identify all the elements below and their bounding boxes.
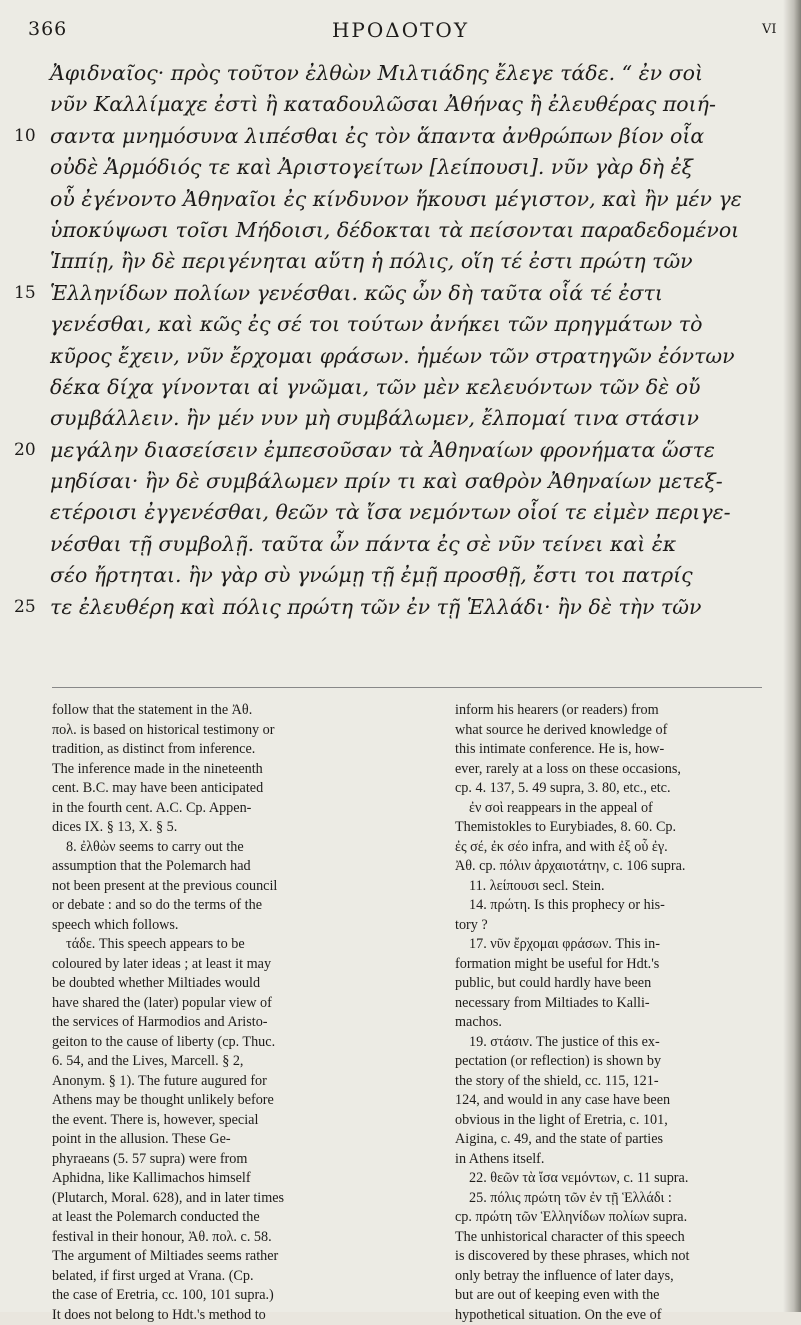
greek-text-line: [0, 58, 801, 89]
greek-text-line: [0, 560, 801, 591]
note-line: what source he derived knowledge of: [455, 721, 765, 741]
note-line: only betray the influence of later days,: [455, 1267, 765, 1287]
note-line: 25. πόλις πρώτη τῶν ἐν τῇ Ἑλλάδι :: [455, 1189, 765, 1209]
note-line: public, but could hardly have been: [455, 974, 765, 994]
footnote-divider: [52, 687, 762, 688]
greek-text-line: [0, 278, 801, 309]
note-line: 19. στάσιν. The justice of this ex-: [455, 1033, 765, 1053]
note-line: the services of Harmodios and Aristo-: [52, 1013, 414, 1033]
note-line: 22. θεῶν τὰ ἴσα νεμόντων, c. 11 supra.: [455, 1169, 765, 1189]
book-number: VI: [762, 22, 777, 37]
note-line: cp. 4. 137, 5. 49 supra, 3. 80, etc., etc.: [455, 779, 765, 799]
greek-text-line: [0, 309, 801, 340]
greek-line-text: τε ἐλευθέρη καὶ πόλις πρώτη τῶν ἐν τῇ Ἑλλάδι· ἢν δὲ τὴν τῶν: [50, 592, 761, 623]
note-line: assumption that the Polemarch had: [52, 857, 414, 877]
note-line: 8. ἐλθὼν seems to carry out the: [52, 838, 414, 858]
note-line: 17. νῦν ἔρχομαι φράσων. This in-: [455, 935, 765, 955]
note-line: the story of the shield, cc. 115, 121-: [455, 1072, 765, 1092]
note-line: Athens may be thought unlikely before: [52, 1091, 414, 1111]
note-line: in Athens itself.: [455, 1150, 765, 1170]
greek-text-line: [0, 89, 801, 120]
note-line: coloured by later ideas ; at least it may: [52, 955, 414, 975]
greek-text-line: [0, 592, 801, 623]
note-line: festival in their honour, Ἀθ. πολ. c. 58.: [52, 1228, 414, 1248]
page-number: 366: [28, 18, 67, 40]
note-line: speech which follows.: [52, 916, 414, 936]
greek-text-line: [0, 403, 801, 434]
note-line: the event. There is, however, special: [52, 1111, 414, 1131]
running-head: ΗΡΟΔΟΤΟΥ: [0, 18, 801, 42]
greek-line-text: σαντα μνημόσυνα λιπέσθαι ἐς τὸν ἅπαντα ἀνθρώπων βίον οἷα: [50, 121, 761, 152]
line-number: 20: [14, 440, 36, 460]
note-line: cp. πρώτη τῶν Ἑλληνίδων πολίων supra.: [455, 1208, 765, 1228]
greek-text-line: [0, 121, 801, 152]
note-line: tradition, as distinct from inference.: [52, 740, 414, 760]
note-line: phyraeans (5. 57 supra) were from: [52, 1150, 414, 1170]
greek-text-line: [0, 341, 801, 372]
line-number: 25: [14, 597, 36, 617]
greek-line-text: κῦρος ἔχειν, νῦν ἔρχομαι φράσων. ἡμέων τῶν στρατηγῶν ἐόντων: [50, 341, 761, 372]
note-line: machos.: [455, 1013, 765, 1033]
greek-line-text: ετέροισι ἐγγενέσθαι, θεῶν τὰ ἴσα νεμόντων οἷοί τε εἰμὲν περιγε-: [50, 497, 761, 528]
note-line: The argument of Miltiades seems rather: [52, 1247, 414, 1267]
note-line: formation might be useful for Hdt.'s: [455, 955, 765, 975]
note-line: ἐν σοὶ reappears in the appeal of: [455, 799, 765, 819]
note-line: (Plutarch, Moral. 628), and in later times: [52, 1189, 414, 1209]
note-line: 14. πρώτη. Is this prophecy or his-: [455, 896, 765, 916]
greek-line-text: οὗ ἐγένοντο Ἀθηναῖοι ἐς κίνδυνον ἥκουσι μέγιστον, καὶ ἢν μέν γε: [50, 184, 761, 215]
page-header: [0, 16, 801, 46]
greek-line-text: νῦν Καλλίμαχε ἐστὶ ἢ καταδουλῶσαι Ἀθήνας ἢ ἐλευθέρας ποιή-: [50, 89, 761, 120]
notes-right-column: [455, 701, 765, 1325]
greek-text-block: [0, 58, 801, 623]
greek-line-text: σέο ἤρτηται. ἢν γὰρ σὺ γνώμῃ τῇ ἐμῇ προσθῇ, ἔστι τοι πατρίς: [50, 560, 761, 591]
greek-line-text: Ἀφιδναῖος· πρὸς τοῦτον ἐλθὼν Μιλτιάδης ἔλεγε τάδε. “ ἐν σοὶ: [50, 58, 761, 89]
greek-text-line: [0, 152, 801, 183]
greek-text-line: [0, 466, 801, 497]
note-line: Anonym. § 1). The future augured for: [52, 1072, 414, 1092]
note-line: 124, and would in any case have been: [455, 1091, 765, 1111]
notes-left-column: [52, 701, 414, 1325]
greek-line-text: μηδίσαι· ἢν δὲ συμβάλωμεν πρίν τι καὶ σαθρὸν Ἀθηναίων μετεξ-: [50, 466, 761, 497]
note-line: be doubted whether Miltiades would: [52, 974, 414, 994]
greek-line-text: Ἱππίῃ, ἢν δὲ περιγένηται αὕτη ἡ πόλις, οἵη τέ ἐστι πρώτη τῶν: [50, 246, 761, 277]
note-line: Themistokles to Eurybiades, 8. 60. Cp.: [455, 818, 765, 838]
note-line: the case of Eretria, cc. 100, 101 supra.): [52, 1286, 414, 1306]
note-line: 11. λείπουσι secl. Stein.: [455, 877, 765, 897]
note-line: or debate : and so do the terms of the: [52, 896, 414, 916]
greek-line-text: γενέσθαι, καὶ κῶς ἐς σέ τοι τούτων ἀνήκει τῶν πρηγμάτων τὸ: [50, 309, 761, 340]
greek-text-line: [0, 497, 801, 528]
greek-text-line: [0, 215, 801, 246]
note-line: dices IX. § 13, X. § 5.: [52, 818, 414, 838]
greek-text-line: [0, 372, 801, 403]
greek-text-line: [0, 246, 801, 277]
note-line: in the fourth cent. A.C. Cp. Appen-: [52, 799, 414, 819]
note-line: not been present at the previous council: [52, 877, 414, 897]
greek-line-text: συμβάλλειν. ἢν μέν νυν μὴ συμβάλωμεν, ἔλπομαί τινα στάσιν: [50, 403, 761, 434]
note-line: tory ?: [455, 916, 765, 936]
note-line: obvious in the light of Eretria, c. 101,: [455, 1111, 765, 1131]
note-line: ever, rarely at a loss on these occasions,: [455, 760, 765, 780]
note-line: have shared the (later) popular view of: [52, 994, 414, 1014]
note-line: Aigina, c. 49, and the state of parties: [455, 1130, 765, 1150]
note-line: belated, if first urged at Vrana. (Cp.: [52, 1267, 414, 1287]
note-line: geiton to the cause of liberty (cp. Thuc.: [52, 1033, 414, 1053]
note-line: pectation (or reflection) is shown by: [455, 1052, 765, 1072]
note-line: ἐς σέ, ἐκ σέο infra, and with ἐξ οὗ ἐγ.: [455, 838, 765, 858]
note-line: The unhistorical character of this speech: [455, 1228, 765, 1248]
note-line: It does not belong to Hdt.'s method to: [52, 1306, 414, 1325]
note-line: πολ. is based on historical testimony or: [52, 721, 414, 741]
greek-line-text: ὑποκύψωσι τοῖσι Μήδοισι, δέδοκται τὰ πείσονται παραδεδομένοι: [50, 215, 761, 246]
greek-line-text: μεγάλην διασείσειν ἐμπεσοῦσαν τὰ Ἀθηναίων φρονήματα ὥστε: [50, 435, 761, 466]
greek-line-text: δέκα δίχα γίνονται αἱ γνῶμαι, τῶν μὲν κελευόντων τῶν δὲ οὔ: [50, 372, 761, 403]
line-number: 10: [14, 126, 36, 146]
note-line: but are out of keeping even with the: [455, 1286, 765, 1306]
note-line: inform his hearers (or readers) from: [455, 701, 765, 721]
greek-line-text: οὐδὲ Ἁρμόδιός τε καὶ Ἀριστογείτων [λείπουσι]. νῦν γὰρ δὴ ἐξ: [50, 152, 761, 183]
greek-text-line: [0, 435, 801, 466]
note-line: point in the allusion. These Ge-: [52, 1130, 414, 1150]
note-line: hypothetical situation. On the eve of: [455, 1306, 765, 1325]
greek-text-line: [0, 184, 801, 215]
note-line: 6. 54, and the Lives, Marcell. § 2,: [52, 1052, 414, 1072]
note-line: at least the Polemarch conducted the: [52, 1208, 414, 1228]
note-line: is discovered by these phrases, which not: [455, 1247, 765, 1267]
note-line: Ἀθ. cp. πόλιν ἀρχαιοτάτην, c. 106 supra.: [455, 857, 765, 877]
greek-line-text: Ἑλληνίδων πολίων γενέσθαι. κῶς ὦν δὴ ταῦτα οἷά τέ ἐστι: [50, 278, 761, 309]
note-line: Aphidna, like Kallimachos himself: [52, 1169, 414, 1189]
note-line: cent. B.C. may have been anticipated: [52, 779, 414, 799]
line-number: 15: [14, 283, 36, 303]
note-line: necessary from Miltiades to Kalli-: [455, 994, 765, 1014]
greek-line-text: νέσθαι τῇ συμβολῇ. ταῦτα ὦν πάντα ἐς σὲ νῦν τείνει καὶ ἐκ: [50, 529, 761, 560]
note-line: τάδε. This speech appears to be: [52, 935, 414, 955]
greek-text-line: [0, 529, 801, 560]
note-line: this intimate conference. He is, how-: [455, 740, 765, 760]
note-line: The inference made in the nineteenth: [52, 760, 414, 780]
note-line: follow that the statement in the Ἀθ.: [52, 701, 414, 721]
